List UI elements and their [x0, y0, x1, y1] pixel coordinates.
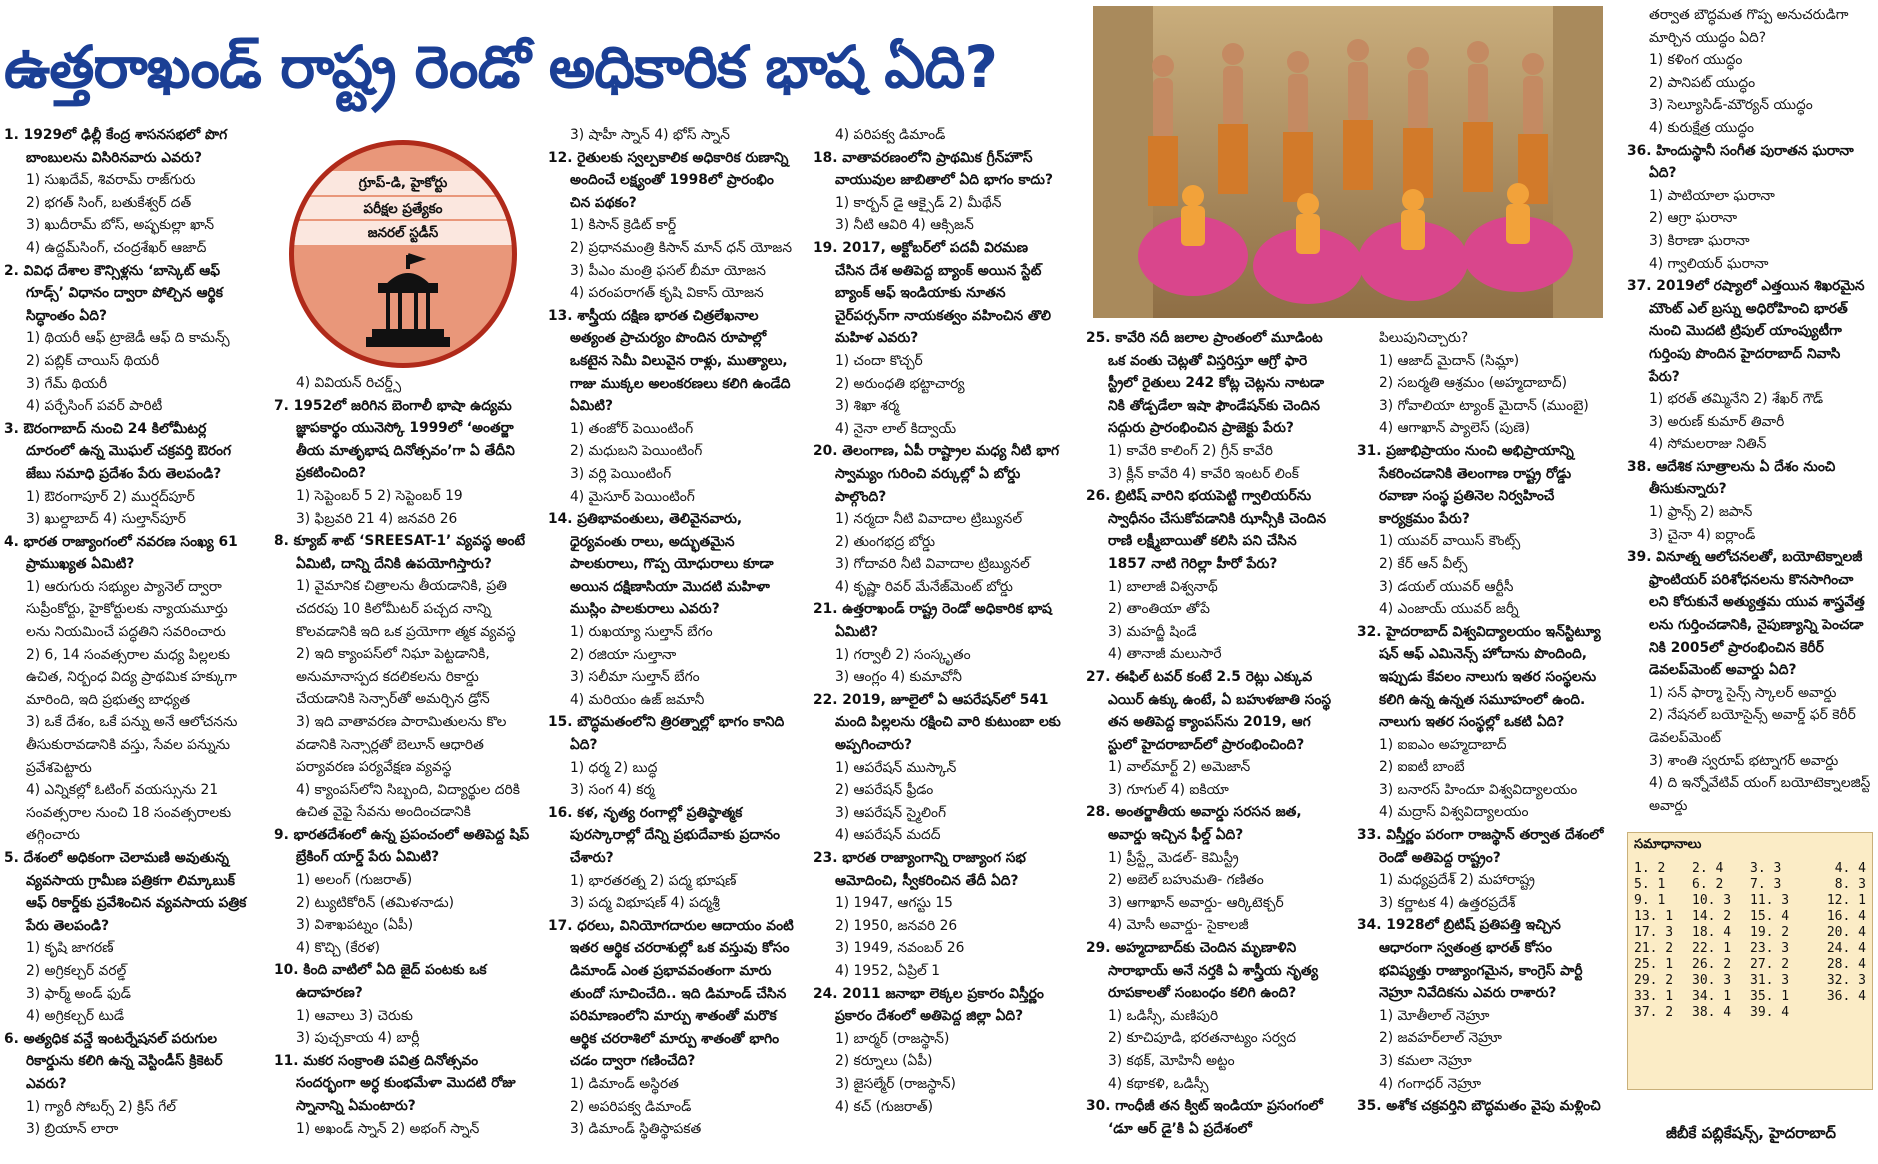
- answer-option: 1) కార్బన్ డై ఆక్సైడ్ 2) మీథేన్: [835, 194, 1002, 211]
- question-text: 17. ధరలు, వినియోగదారుల ఆదాయం వంటి ఇతర ఆర్థిక చరరాశుల్లో ఒక వస్తువు కోసం డిమాండ్ ఎంత ప్రభావవంతంగా మారు తుందో సూచించేది.. ఇది డిమాండ్ చేసిన పరిమాణంలోని మార్పు శాతంతో మరొక ఆర్థిక చరరాశిలో మార్పు శాతంతో భాగిం చడం ద్వారా గణించేది?: [548, 917, 794, 1070]
- question-text: 19. 2017, అక్టోబర్‌లో పదవీ విరమణ చేసిన దేశ అతిపెద్ద బ్యాంక్ అయిన స్టేట్ బ్యాంక్ ఆఫ్ ఇండియాకు నూతన చైర్‌పర్సన్‌గా నాయకత్వం వహించిన తొలి మహిళ ఎవరు?: [813, 239, 1051, 347]
- answer-option: 1) వైమానిక చిత్రాలను తీయడానికి, ప్రతి చదరపు 10 కిలోమీటర్ పచ్చద నాన్ని కొలవడానికి ఇది ఒక ప్రయోగా త్మక వ్యవస్థ: [296, 578, 516, 640]
- answer-key-item: 39. 4: [1750, 1005, 1790, 1020]
- answer-key-item: 6. 2: [1692, 877, 1724, 892]
- question-column-2: [274, 372, 539, 1164]
- answer-option: 3) బనారస్ హిందూ విశ్వవిద్యాలయం: [1379, 781, 1578, 798]
- answer-option: 1) యువర్ వాయిస్ కౌంట్స్: [1379, 533, 1521, 550]
- question-text: 1. 1929లో ఢిల్లీ కేంద్ర శాసనసభలో పొగ బాంబులను విసిరినవారు ఎవరు?: [4, 127, 228, 166]
- answer-option: 2) జవహర్‌లాల్ నెహ్రూ: [1379, 1030, 1502, 1047]
- question-text: 26. బ్రిటిష్ వారిని భయపెట్టి గ్వాలియర్‌ను స్వాధీనం చేసుకోవడానికి ఝాన్సీకి చెందిన రాణి లక్ష్మీబాయితో కలిసి పని చేసిన 1857 నాటి గెరిల్లా హీరో పేరు?: [1086, 488, 1327, 572]
- answer-option: 4) మోసీ అవార్డు- సైకాలజీ: [1108, 917, 1249, 934]
- question-text: 33. విస్తీర్ణం పరంగా రాజస్థాన్ తర్వాత దేశంలో రెండో అతిపెద్ద రాష్ట్రం?: [1357, 827, 1604, 866]
- question-text: 20. తెలంగాణ, ఏపీ రాష్ట్రాల మధ్య నీటి భాగ స్వామ్యం గురించి వర్కుల్లో ఏ బోర్డు పాల్గొంది?: [813, 443, 1060, 505]
- question-text: 15. బౌద్ధమతంలోని త్రిరత్నాల్లో భాగం కానిది ఏది?: [548, 714, 785, 754]
- question-text: 30. గాంధీజీ తన క్విట్ ఇండియా ప్రసంగంలో ‘డూ ఆర్ డై’కి ఏ ప్రదేశంలో: [1086, 1098, 1323, 1137]
- question-text: 23. భారత రాజ్యాంగాన్ని రాజ్యాంగ సభ ఆమోదించి, స్వీకరించిన తేదీ ఏది?: [813, 850, 1026, 889]
- answer-option: 3) గూగుల్ 4) ఐకియా: [1108, 781, 1229, 798]
- answer-key-item: 4. 4: [1834, 861, 1866, 876]
- answer-option: 1) గ్యారీ సోబర్స్ 2) క్రిస్ గేల్: [26, 1098, 177, 1115]
- answer-option: 2) భగత్ సింగ్, బతుకేశ్వర్ దత్: [26, 194, 192, 211]
- answers-title: సమాధానాలు: [1634, 837, 1702, 852]
- answer-key-item: 9. 1: [1634, 893, 1666, 908]
- answer-option: 3) క్లీన్ కావేరి 4) కావేరి ఇంటర్ లింక్: [1108, 465, 1299, 482]
- question-text: 28. అంతర్జాతీయ అవార్డు సరసన జత, అవార్డు ఇచ్చిన ఫీల్డ్ ఏది?: [1086, 804, 1302, 844]
- answer-option: 1) కావేరి కాలింగ్ 2) గ్రీన్ కావేరి: [1108, 442, 1273, 459]
- answer-option: 4) సోమలరాజు నితిన్: [1649, 436, 1767, 453]
- answer-key-item: 10. 3: [1692, 893, 1732, 908]
- answer-option: 2) మధుబని పెయింటింగ్: [570, 443, 703, 460]
- answer-option: 3) ఫిబ్రవరి 21 4) జనవరి 26: [296, 510, 458, 527]
- question-text: 38. ఆదేశిక సూత్రాలను ఏ దేశం నుంచి తీసుకున్నారు?: [1627, 458, 1836, 498]
- answer-option: 2) నేషనల్ బయోసైన్స్ అవార్డ్ ఫర్ కెరీర్ డెవలప్‌మెంట్: [1649, 707, 1856, 746]
- answer-key-item: 21. 2: [1634, 941, 1674, 956]
- question-text: 21. ఉత్తరాఖండ్ రాష్ట్ర రెండో అధికారిక భాష ఏమిటి?: [813, 601, 1052, 641]
- answer-option: 1) డిమాండ్ అస్థిరత: [570, 1075, 679, 1092]
- question-text: 16. కళ, నృత్య రంగాల్లో ప్రతిష్ఠాత్మక పురస్కారాల్లో దేన్ని ప్రభుదేవాకు ప్రదానం చేశారు?: [548, 804, 781, 866]
- answer-key-item: 3. 3: [1750, 861, 1782, 876]
- answer-key-item: 7. 3: [1750, 877, 1782, 892]
- answer-key-item: 20. 4: [1826, 925, 1866, 940]
- answer-option: 4) ది ఇన్నోవేటివ్ యంగ్ బయోటెక్నాలజిస్ట్ అవార్డు: [1649, 775, 1871, 814]
- answers-box: [1627, 832, 1873, 1090]
- answer-option: 1) ఆవాలు 3) చెరుకు: [296, 1007, 413, 1024]
- answer-option: 1) బార్మర్ (రాజస్థాన్): [835, 1030, 950, 1047]
- answer-option: 1) తంజోర్ పెయింటింగ్: [570, 420, 694, 437]
- answer-option: 2) 1950, జనవరి 26: [835, 917, 958, 934]
- answer-option: 2) ట్యుటికోరిన్ (తమిళనాడు): [296, 894, 455, 911]
- answer-key-item: 8. 3: [1834, 877, 1866, 892]
- answer-option: 4) పర్చేసింగ్ పవర్ పారిటీ: [26, 398, 163, 415]
- answer-option: 1) అఖండ్ స్నాన్ 2) అభంగ్ స్నాన్: [296, 1120, 480, 1137]
- answer-option: 4) మద్రాస్ విశ్వవిద్యాలయం: [1379, 804, 1529, 821]
- answer-option: 1) గర్వాలీ 2) సంస్కృతం: [835, 646, 971, 663]
- answer-key-item: 13. 1: [1634, 909, 1674, 924]
- answer-option: 2) అబెల్ బహుమతి- గణితం: [1108, 872, 1264, 889]
- badge-line-1: గ్రూప్-డి, హైకోర్టు: [294, 171, 512, 195]
- question-column-7: [1627, 4, 1875, 830]
- question-text: 25. కావేరి నదీ జలాల ప్రాంతంలో మూడింట ఒక వంతు చెట్లతో విస్తరిస్తూ ఆగ్రో ఫారె స్ట్రీలో రైతులు 242 కోట్ల చెట్లను నాటడా నికి తోడ్పడేలా ఇషా ఫౌండేషన్‌కు చెందిన సద్గురు ప్రారంభించిన ప్రాజెక్టు పేరు?: [1086, 330, 1325, 437]
- question-text: 14. ప్రతిభావంతులు, తెలివైనవారు, ధైర్యవంతు రాలు, అద్భుతమైన పాలకురాలు, గొప్ప యోధురాలు కూడా అయిన దక్షిణాసియా మొదటి మహిళా ముస్లిం పాలకురాలు ఎవరు?: [548, 511, 774, 618]
- question-text: 24. 2011 జనాభా లెక్కల ప్రకారం విస్తీర్ణం ప్రకారం దేశంలో అతిపెద్ద జిల్లా ఏది?: [813, 985, 1044, 1025]
- question-column-6: [1357, 327, 1607, 1164]
- answer-option: 4) కురుక్షేత్ర యుద్ధం: [1649, 119, 1755, 136]
- publisher-credit: జీబీకే పబ్లికేషన్స్, హైదరాబాద్: [1666, 1124, 1836, 1142]
- answer-option: 3) ఆంగ్లం 4) కుమావోనీ: [835, 669, 962, 686]
- dancers-image: [1093, 6, 1603, 318]
- question-text: 2. వివిధ దేశాల కౌన్సిళ్లను ‘బాస్కెట్ ఆఫ్ గూడ్స్’ విధానం ద్వారా పోల్చిన ఆర్థిక సిద్ధాంతం ఏది?: [4, 262, 223, 324]
- answer-option: 4) నైనా లాల్ కిద్వాయ్: [835, 420, 957, 437]
- answer-option: 1) ఆపరేషన్ ముస్కాన్: [835, 759, 957, 776]
- answer-option: 3) అరుణ్ కుమార్ తివారీ: [1649, 413, 1785, 430]
- answer-option: 2) పానిపట్ యుద్ధం: [1649, 74, 1756, 91]
- answer-option: 1) కిసాన్ క్రెడిట్ కార్డ్: [570, 217, 677, 234]
- answer-key-item: 34. 1: [1692, 989, 1732, 1004]
- question-text: 7. 1952లో జరిగిన బెంగాలీ భాషా ఉద్యమ జ్ఞాపకార్థం యునెస్కో 1999లో ‘అంతర్జా తీయ మాతృభాష దినోత్సవం’గా ఏ తేదీని ప్రకటించింది?: [274, 397, 515, 482]
- dance-photo: [1093, 6, 1603, 318]
- answer-option: 3) షాహీ స్నాన్ 4) భోస్ స్నాన్: [570, 127, 730, 143]
- question-column-5: [1086, 327, 1336, 1164]
- answer-option: 3) డిమాండ్ స్థితిస్థాపకత: [570, 1121, 702, 1138]
- answer-key-item: 1. 2: [1634, 861, 1666, 876]
- answer-option: 3) గేమ్ థియరీ: [26, 375, 108, 392]
- answer-option: 4) మైసూర్ పెయింటింగ్: [570, 488, 695, 505]
- question-text: 39. వినూత్న ఆలోచనలతో, బయోటెక్నాలజీ ఫ్రాంటియర్ పరిశోధనలను కొనసాగించా లని కోరుకునే అత్యుత్తమ యువ శాస్త్రవేత్త లను గుర్తించడానికి, నైపుణ్యాన్ని పెంచడా నికి 2005లో ప్రారంభించిన కెరీర్ డెవలప్‌మెంట్ అవార్డు ఏది?: [1627, 549, 1865, 679]
- answer-option: 1) భారతరత్న 2) పద్మ భూషణ్: [570, 872, 737, 889]
- answer-option: 2) సబర్మతి ఆశ్రమం (అహ్మదాబాద్): [1379, 375, 1568, 392]
- answer-option: 3) డయల్ యువర్ ఆర్టీసీ: [1379, 578, 1514, 595]
- answer-option: 3) శిఖా శర్మ: [835, 398, 900, 415]
- answer-option: 1) కళింగ యుద్ధం: [1649, 52, 1743, 69]
- answer-key-item: 23. 3: [1750, 941, 1790, 956]
- answer-key-item: 30. 3: [1692, 973, 1732, 988]
- answer-option: 2) ఆపరేషన్ ఫ్రీడం: [835, 782, 934, 799]
- question-text: 36. హిందుస్థానీ సంగీత పురాతన ఘరానా ఏది?: [1627, 142, 1854, 182]
- question-text: 32. హైదరాబాద్ విశ్వవిద్యాలయం ఇన్‌స్టిట్యూ షన్ ఆఫ్ ఎమినెన్స్ హోదాను పొందింది, ఇప్పుడు కేవలం నాలుగు ఇతర సంస్థలను కలిగి ఉన్న ఉన్నత సమూహంలో ఉంది. నాలుగు ఇతర సంస్థల్లో ఒకటి ఏది?: [1357, 623, 1601, 731]
- answer-option: 3) కిరాణా ఘరానా: [1649, 232, 1750, 249]
- answer-key-item: 27. 2: [1750, 957, 1790, 972]
- answer-option: 3) ఆపరేషన్ స్మైలింగ్: [835, 804, 947, 821]
- answer-option: 3) నీటి ఆవిరి 4) ఆక్సిజన్: [835, 217, 974, 234]
- question-column-3: [548, 124, 796, 1164]
- answer-option: 4) గ్వాలియర్ ఘరానా: [1649, 255, 1769, 272]
- answer-option: 4) ఎన్నికల్లో ఓటింగ్ వయస్సును 21 సంవత్సరాల నుంచి 18 సంవత్సరాలకు తగ్గించారు: [26, 782, 232, 844]
- answer-option: 1) ఔరంగాపూర్ 2) ముర్షద్‌పూర్: [26, 488, 195, 505]
- answer-key-item: 2. 4: [1692, 861, 1724, 876]
- question-text: 5. దేశంలో అధికంగా చెలామణి అవుతున్న వ్యవసాయ గ్రామీణ పత్రికగా లిమ్కాబుక్ ఆఫ్ రికార్డ్‌కు ప్రవేశించిన వ్యవసాయ పత్రిక పేరు తెలపండి?: [4, 850, 247, 934]
- answer-option: 2) అరుంధతి భట్టాచార్య: [835, 375, 965, 392]
- question-text: 22. 2019, జూలైలో ఏ ఆపరేషన్‌లో 541 మంది పిల్లలను రక్షించి వారి కుటుంబా లకు అప్పగించారు?: [813, 691, 1061, 754]
- answer-option: 4) మరియం ఉజ్ జమానీ: [570, 691, 705, 708]
- answer-option: 3) విశాఖపట్నం (ఏపీ): [296, 917, 414, 934]
- answer-key-item: 5. 1: [1634, 877, 1666, 892]
- answer-option: 3) కర్ణాటక 4) ఉత్తరప్రదేశ్: [1379, 894, 1516, 911]
- answer-option: 4) ఉద్దమ్‌సింగ్, చంద్రశేఖర్ ఆజాద్: [26, 239, 207, 256]
- answer-option: 3) కమలా నెహ్రూ: [1379, 1053, 1472, 1069]
- answer-option: 1) 1947, ఆగస్టు 15: [835, 895, 953, 912]
- answer-key-item: 15. 4: [1750, 909, 1790, 924]
- answer-option: 3) సలీమా సుల్తాన్ బేగం: [570, 669, 700, 686]
- answer-key-item: 38. 4: [1692, 1005, 1732, 1020]
- question-text: 27. ఈఫిల్ టవర్ కంటే 2.5 రెట్లు ఎక్కువ ఎయిర్ ఉక్కు ఉంటే, ఏ బహుళజాతి సంస్థ తన అతిపెద్ద క్యాంపస్‌ను 2019, ఆగ స్టులో హైదరాబాద్‌లో ప్రారంభించింది?: [1086, 668, 1332, 753]
- answer-option: 4) 1952, ఏప్రిల్ 1: [835, 962, 940, 979]
- answer-option: 3) సెల్యూసిడ్-మౌర్యన్ యుద్ధం: [1649, 97, 1813, 114]
- question-text: 34. 1928లో బ్రిటిష్ ప్రతిపత్తి ఇచ్చిన ఆధారంగా స్వతంత్ర భారత్ కోసం భవిష్యత్తు రాజ్యాంగమైన, కాంగ్రెస్ పార్టీ నెహ్రూ నివేదికను ఎవరు రాశారు?: [1357, 917, 1583, 1002]
- answer-option: 1) ఒడిస్సీ, మణిపురి: [1108, 1007, 1219, 1024]
- answer-option: 3) ఇది వాతావరణ పారామితులను కొల వడానికి సెన్సార్లతో బెలూన్ ఆధారిత పర్యావరణ పర్యవేక్షణ వ్యవస్థ: [296, 713, 507, 776]
- answer-option: 4) ఆపరేషన్ మదద్: [835, 827, 941, 844]
- answer-option: 1) ఫ్రాన్స్ 2) జపాన్: [1649, 504, 1753, 521]
- answer-option: 4) పరిపక్వ డిమాండ్: [835, 127, 946, 143]
- answer-option: 1) పాటియాలా ఘరానా: [1649, 187, 1775, 204]
- answer-option: 1) నర్మదా నీటి వివాదాల ట్రిబ్యునల్: [835, 511, 1023, 528]
- answer-option: 3) ఫార్మ్ అండ్ ఫుడ్: [26, 985, 132, 1002]
- answer-key-item: 37. 2: [1634, 1005, 1674, 1020]
- answer-option: 2) తుంగభద్ర బోర్డు: [835, 533, 936, 550]
- answer-key-item: 32. 3: [1826, 973, 1866, 988]
- question-text: 29. అహ్మదాబాద్‌కు చెందిన మృణాళిని సారాభాయ్ అనే నర్తకి ఏ శాస్త్రీయ నృత్య రూపకాలతో సంబంధం కలిగి ఉంది?: [1086, 940, 1319, 1002]
- answer-option: 4) కథాకళి, ఒడిస్సీ: [1108, 1075, 1209, 1092]
- answer-key-item: 16. 4: [1826, 909, 1866, 924]
- answer-option: 2) అపరిపక్వ డిమాండ్: [570, 1098, 692, 1115]
- answer-option: 3) ఖుదీరామ్ బోస్, అష్ఫకుల్లా ఖాన్: [26, 217, 215, 234]
- answer-option: 1) వాల్‌మార్ట్ 2) అమెజాన్: [1108, 759, 1251, 776]
- answer-option: 2) కర్నూలు (ఏపీ): [835, 1053, 933, 1070]
- answer-option: 3) గోదావరి నీటి వివాదాల ట్రిబ్యునల్: [835, 556, 1030, 573]
- answer-option: 4) క్యాంపస్‌లోని సిబ్బంది, విద్యార్థుల దరికి ఉచిత వైఫై సేవను అందించడానికి: [296, 781, 520, 821]
- answer-option: 2) ప్రధానమంత్రి కిసాన్ మాన్ ధన్ యోజన: [570, 239, 793, 256]
- answer-option: 3) పీఎం మంత్రి ఫసల్ బీమా యోజన: [570, 262, 766, 279]
- answer-option: 4) ఎంజాయ్ యువర్ జర్నీ: [1379, 601, 1519, 618]
- question-text: 35. అశోక చక్రవర్తిని బౌద్ధమతం వైపు మళ్లించి: [1357, 1098, 1601, 1115]
- question-text: 9. భారతదేశంలో ఉన్న ప్రపంచంలో అతిపెద్ద షిప్ బ్రేకింగ్ యార్డ్ పేరు ఏమిటి?: [274, 826, 530, 866]
- question-text: 13. శాస్త్రీయ దక్షిణ భారత చిత్రలేఖనాల అత్యంత ప్రాచుర్యం పొందిన రూపాల్లో ఒకటైన సెమీ విలువైన రాళ్లు, ముత్యాలు, గాజు ముక్కల అలంకరణలు కలిగి ఉండేది ఏమిటి?: [548, 307, 791, 415]
- answer-option: 3) 1949, నవంబర్ 26: [835, 940, 965, 957]
- answer-option: 1) సన్ ఫార్మా సైన్స్ స్కాలర్ అవార్డు: [1649, 684, 1837, 701]
- question-column-4: [813, 124, 1061, 1164]
- answer-option: 3) ఆగాఖాన్ అవార్డు- ఆర్కిటెక్చర్: [1108, 894, 1284, 911]
- answer-option: 1) సెప్టెంబర్ 5 2) సెప్టెంబర్ 19: [296, 487, 463, 504]
- answers-grid: [1628, 859, 1872, 1022]
- answer-key-item: 33. 1: [1634, 989, 1674, 1004]
- answer-option: 1) థియరీ ఆఫ్ ట్రాజెడీ ఆఫ్ ది కామన్స్: [26, 330, 230, 347]
- building-icon: [358, 251, 458, 351]
- question-text: 18. వాతావరణంలోని ప్రాథమిక గ్రీన్‌హౌస్ వాయువుల జాబితాలో ఏది భాగం కాదు?: [813, 149, 1053, 189]
- answer-option: 1) అలంగ్ (గుజరాత్): [296, 872, 413, 889]
- answer-option: 2) తాంతియా తోపే: [1108, 601, 1210, 618]
- answer-option: 2) కూచిపూడి, భరతనాట్యం సర్వద: [1108, 1030, 1296, 1047]
- answer-option: 1) రుఖయ్యా సుల్తాన్ బేగం: [570, 624, 713, 641]
- answer-key-item: 25. 1: [1634, 957, 1674, 972]
- group-d-badge: [289, 140, 517, 368]
- question-text: 4. భారత రాజ్యాంగంలో నవరణ సంఖ్య 61 ప్రాముఖ్యత ఏమిటి?: [4, 533, 238, 573]
- answer-option: 1) చందా కొచ్చర్: [835, 352, 923, 369]
- question-text: 31. ప్రజాభిప్రాయం నుంచి అభిప్రాయాన్ని సేకరించడానికి తెలంగాణ రాష్ట్ర రోడ్డు రవాణా సంస్థ ప్రతినెల నిర్వహించే కార్యక్రమం పేరు?: [1357, 442, 1574, 527]
- answer-key-item: 22. 1: [1692, 941, 1732, 956]
- answer-option: 1) ఆరుగురు సభ్యుల ప్యానెల్ ద్వారా సుప్రీంకోర్టు, హైకోర్టులకు న్యాయమూర్తు లను నియమించే పద్ధతిని సవరించారు: [26, 578, 228, 641]
- answer-option: 1) ప్రీస్ట్లే మెడల్- కెమిస్ట్రీ: [1108, 849, 1239, 866]
- answer-key-item: 36. 4: [1826, 989, 1866, 1004]
- answer-key-item: 26. 2: [1692, 957, 1732, 972]
- answer-key-item: 29. 2: [1634, 973, 1674, 988]
- answer-option: 3) ఖుల్దాబాద్ 4) సుల్తాన్‌పూర్: [26, 511, 186, 528]
- page-title: ఉత్తరాఖండ్ రాష్ట్ర రెండో అధికారిక భాష ఏది?: [4, 33, 998, 101]
- answer-option: 4) కృష్ణా రివర్ మేనేజ్‌మెంట్ బోర్డు: [835, 578, 1013, 595]
- answer-key-item: 11. 3: [1750, 893, 1790, 908]
- question-text: 37. 2019లో రష్యాలో ఎత్తయిన శిఖరమైన మౌంట్ ఎల్ బ్రస్ను అధిరోహించి భారత్ నుంచి మొదటి ట్రిపుల్ యాంప్యుటీగా గుర్తింపు పొందిన హైదరాబాద్ నివాసి పేరు?: [1627, 278, 1865, 385]
- answer-key-item: 17. 3: [1634, 925, 1674, 940]
- answer-option: 1) సుఖదేవ్, శివరామ్ రాజ్‌గురు: [26, 172, 196, 189]
- answer-option: 3) సంగ 4) కర్మ: [570, 782, 655, 799]
- answer-key-item: 18. 4: [1692, 925, 1732, 940]
- answer-key-item: 31. 3: [1750, 973, 1790, 988]
- badge-line-2: పరీక్షల ప్రత్యేకం: [294, 197, 512, 219]
- answer-option: 1) ఆజాద్ మైదాన్ (సిమ్లా): [1379, 352, 1520, 369]
- answer-option: 4) ఆగాఖాన్ ప్యాలెస్ (పుణె): [1379, 420, 1531, 437]
- answer-option: 3) గోవాలియా ట్యాంక్ మైదాన్ (ముంబై): [1379, 397, 1589, 414]
- answer-option: 3) వర్లి పెయింటింగ్: [570, 465, 672, 482]
- answer-option: 2) రజియా సుల్తానా: [570, 646, 677, 663]
- answer-option: 1) ఐఐఎం అహ్మదాబాద్: [1379, 736, 1507, 753]
- answer-option: 4) వివియన్ రిచర్డ్స్: [296, 375, 402, 391]
- question-text: 11. మకర సంక్రాంతి పవిత్ర దినోత్సవం సందర్భంగా అర్ధ కుంభమేళా మొదటి రోజు స్నానాన్ని ఏమంటారు?: [274, 1052, 516, 1114]
- answer-option: 1) ధర్మ 2) బుద్ధ: [570, 759, 658, 776]
- answer-option: 2) అగ్రికల్చర్ వరల్డ్: [26, 962, 127, 979]
- answer-option: 1) మధ్యప్రదేశ్ 2) మహారాష్ట్ర: [1379, 872, 1535, 889]
- answer-option: 4) కొచ్చి (కేరళ): [296, 939, 380, 956]
- answer-key-item: 19. 2: [1750, 925, 1790, 940]
- question-text: 8. క్యూబ్ శాట్ ‘SREESAT-1’ వ్యవస్థ అంటే ఏమిటి, దాన్ని దేనికి ఉపయోగిస్తారు?: [274, 533, 526, 572]
- answer-option: 2) కేర్ ఆన్ వీల్స్: [1379, 555, 1468, 572]
- question-text: 10. కింది వాటిలో ఏది జైద్ పంటకు ఒక ఉదాహరణ?: [274, 962, 487, 1002]
- question-text: 3. ఔరంగాబాద్ నుంచి 24 కిలోమీటర్ల దూరంలో ఉన్న మొఘల్ చక్రవర్తి ఔరంగ జేబు సమాధి ప్రదేశం పేరు తెలపండి?: [4, 420, 232, 482]
- answer-option: 1) బాలాజీ విశ్వనాథ్: [1108, 578, 1218, 595]
- answer-option: 1) భరత్ తమ్మినేని 2) శేఖర్ గౌడ్: [1649, 391, 1824, 408]
- answer-key-item: 28. 4: [1826, 957, 1866, 972]
- answer-option: 2) పబ్లిక్ చాయిస్ థియరీ: [26, 352, 160, 369]
- answer-option: 4) పరంపరాగత్ కృషి వికాస్ యోజన: [570, 285, 764, 302]
- question-text: 6. అత్యధిక వన్డే ఇంటర్నేషనల్ పరుగుల రికార్డును కలిగి ఉన్న వెస్టిండీస్ క్రికెటర్ ఎవరు?: [4, 1030, 223, 1092]
- answer-option: 2) ఐఐటీ బాంబే: [1379, 759, 1465, 776]
- answer-option: 4) కచ్ (గుజరాత్): [835, 1098, 933, 1115]
- answer-option: పిలుపునిచ్చారు?: [1379, 330, 1469, 346]
- answer-key-item: 24. 4: [1826, 941, 1866, 956]
- answer-option: 1) కృషి జాగరణ్: [26, 940, 114, 957]
- answer-option: 4) తానాజీ మలుసారే: [1108, 646, 1222, 663]
- answer-option: 1) మోతీలాల్ నెహ్రూ: [1379, 1007, 1490, 1024]
- answer-option: 3) జైసల్మేర్ (రాజస్థాన్): [835, 1075, 956, 1092]
- answer-option: 2) ఆగ్రా ఘరానా: [1649, 210, 1738, 227]
- question-column-1: [4, 124, 254, 1164]
- answer-option: 4) గంగాధర్ నెహ్రూ: [1379, 1075, 1482, 1092]
- answer-option: 3) పద్మ విభూషణ్ 4) పద్మశ్రీ: [570, 895, 720, 912]
- answer-option: 4) అగ్రికల్చర్ టుడే: [26, 1008, 125, 1025]
- answer-option: తర్వాత బౌద్ధమత గొప్ప అనుచరుడిగా మార్చిన యుద్ధం ఏది?: [1649, 7, 1849, 46]
- answer-option: 3) ఒకే దేశం, ఒకే పన్ను అనే ఆలోచనను తీసుకురావడానికి వస్తు, సేవల పన్నును ప్రవేశపెట్టారు: [26, 714, 238, 776]
- answer-option: 3) కథక్, మోహినీ అట్టం: [1108, 1053, 1235, 1069]
- answer-key-item: 35. 1: [1750, 989, 1790, 1004]
- answer-key-item: 12. 1: [1826, 893, 1866, 908]
- question-text: 12. రైతులకు స్వల్పకాలిక అధికారిక రుణాన్ని అందించే లక్ష్యంతో 1998లో ప్రారంభిం చిన పథకం?: [548, 149, 789, 211]
- answer-option: 3) శాంతి స్వరూప్ భట్నాగర్ అవార్డు: [1649, 752, 1839, 769]
- answer-option: 2) ఇది క్యాంపస్‌లో నిఘా పెట్టడానికి, అనుమానాస్పద కదలికలను రికార్డు చేయడానికి సెన్సార్‌తో అమర్చిన డ్రోన్: [296, 646, 490, 708]
- answer-option: 3) మహద్జీ షిండే: [1108, 623, 1197, 640]
- answer-option: 3) పుచ్చకాయ 4) బార్లీ: [296, 1030, 420, 1047]
- badge-line-3: జనరల్ స్టడీస్: [294, 221, 512, 245]
- answer-option: 2) 6, 14 సంవత్సరాల మధ్య పిల్లలకు ఉచిత, నిర్బంధ విద్య ప్రాథమిక హక్కుగా మారింది, ఇది ప్రభుత్వ బాధ్యత: [26, 646, 237, 708]
- answer-option: 3) చైనా 4) ఐర్లాండ్: [1649, 526, 1756, 543]
- answer-key-item: 14. 2: [1692, 909, 1732, 924]
- answer-option: 3) బ్రియాన్ లారా: [26, 1121, 119, 1138]
